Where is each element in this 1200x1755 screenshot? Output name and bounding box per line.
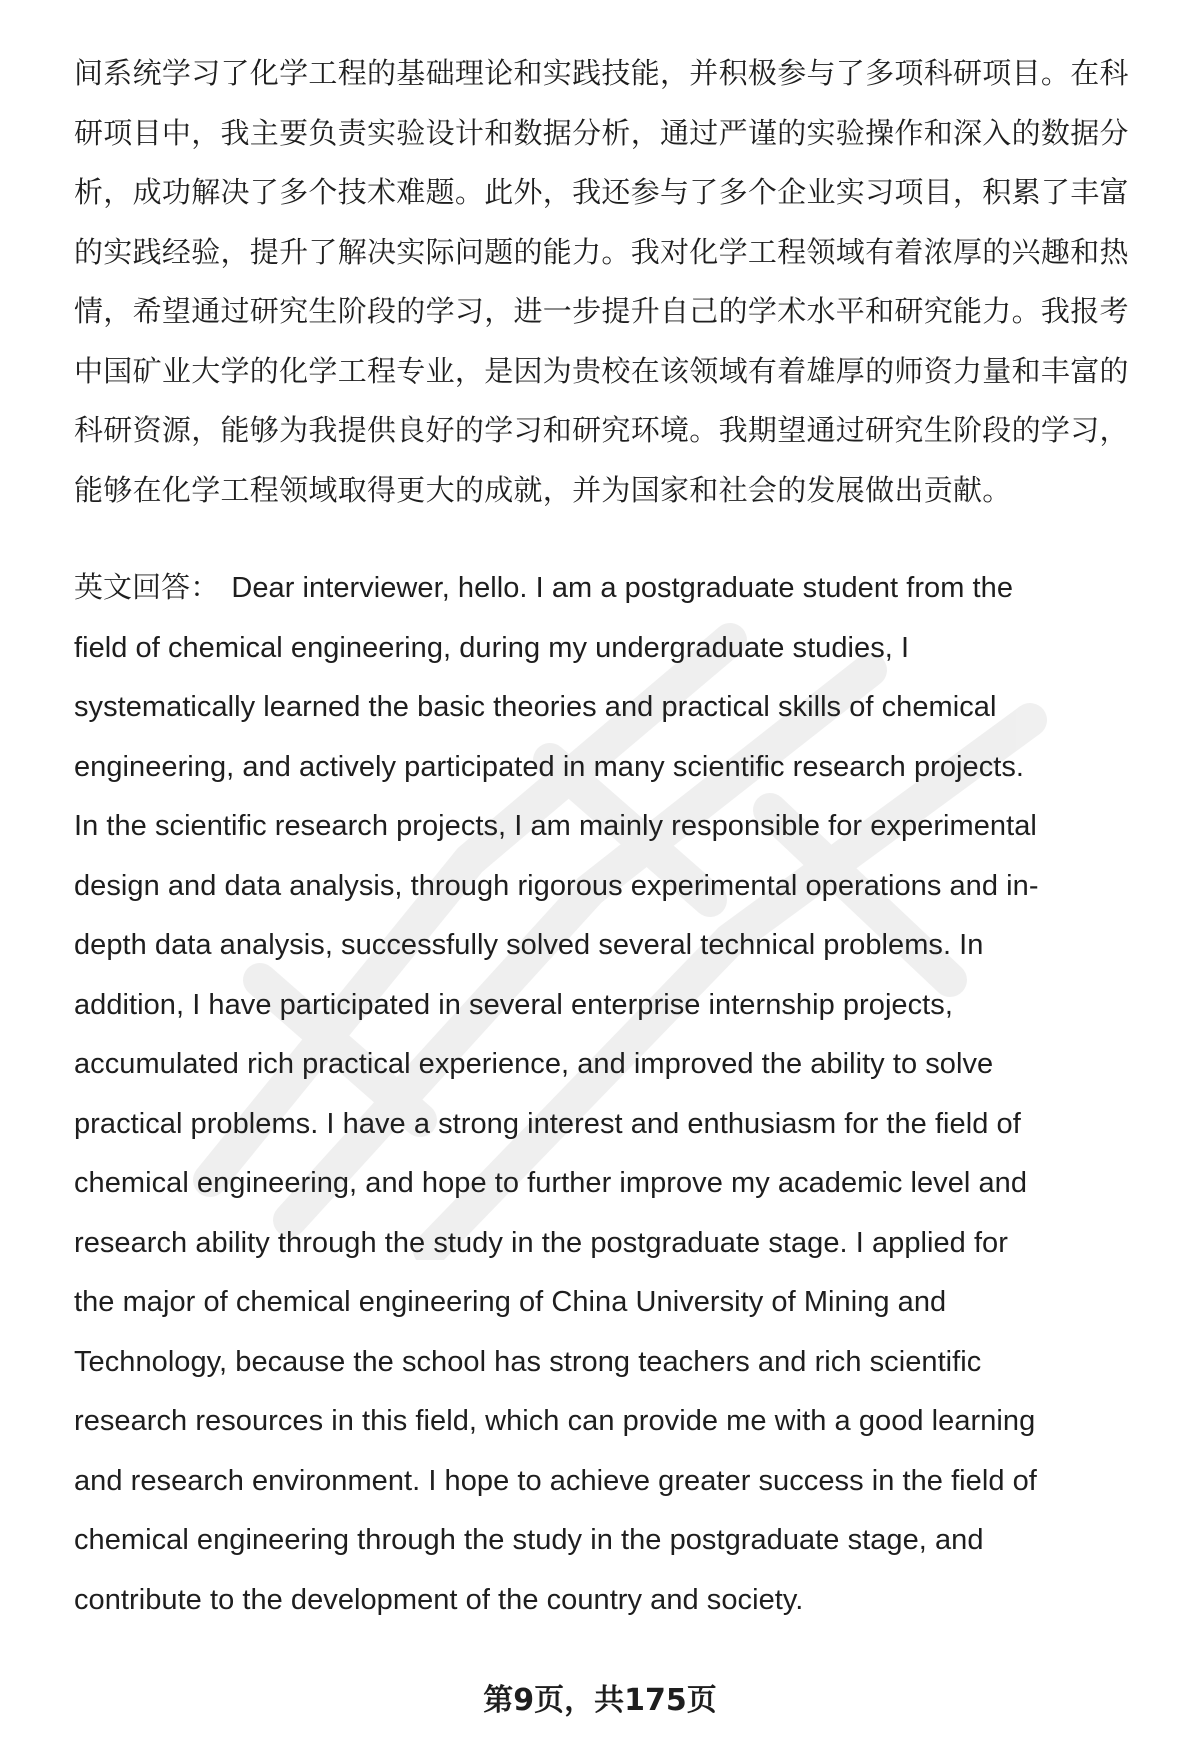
english-line: research resources in this field, which can provide me with a good learning xyxy=(74,1405,1036,1437)
english-line: the major of chemical engineering of China University of Mining and xyxy=(74,1286,947,1318)
english-line: In the scientific research projects, I am mainly responsible for experimental xyxy=(74,810,1037,842)
page-number: 第9页，共175页 xyxy=(483,1683,717,1718)
english-line xyxy=(74,558,1154,619)
english-line: Technology, because the school has strong teachers and rich scientific xyxy=(74,1345,982,1378)
english-line: accumulated rich practical experience, and improved the ability to solve xyxy=(74,1048,994,1080)
english-line: engineering, and actively participated in many scientific research projects. xyxy=(74,750,1025,783)
chinese-line: 的实践经验，提升了解决实际问题的能力。我对化学工程领域有着浓厚的兴趣和热 xyxy=(74,234,1129,269)
english-answer xyxy=(74,558,1154,1630)
english-line: depth data analysis, successfully solved several technical problems. In xyxy=(74,929,984,961)
chinese-line: 间系统学习了化学工程的基础理论和实践技能，并积极参与了多项科研项目。在科 xyxy=(74,56,1129,90)
english-line: research ability through the study in the postgraduate stage. I applied for xyxy=(74,1226,1008,1259)
chinese-line: 能够在化学工程领域取得更大的成就，并为国家和社会的发展做出贡献。 xyxy=(74,472,1012,507)
chinese-line: 中国矿业大学的化学工程专业，是因为贵校在该领域有着雄厚的师资力量和丰富的 xyxy=(74,353,1129,388)
chinese-line: 析，成功解决了多个技术难题。此外，我还参与了多个企业实习项目，积累了丰富 xyxy=(74,175,1129,209)
chinese-line: 情，希望通过研究生阶段的学习，进一步提升自己的学术水平和研究能力。我报考 xyxy=(74,294,1129,328)
chinese-paragraph xyxy=(74,44,1154,520)
english-line: chemical engineering, and hope to further improve my academic level and xyxy=(74,1167,1028,1199)
english-line: systematically learned the basic theories and practical skills of chemical xyxy=(74,691,997,723)
english-line: contribute to the development of the country and society. xyxy=(74,1583,804,1616)
english-line: chemical engineering through the study in the postgraduate stage, and xyxy=(74,1524,984,1556)
chinese-line: 研项目中，我主要负责实验设计和数据分析，通过严谨的实验操作和深入的数据分 xyxy=(74,115,1129,150)
english-line: practical problems. I have a strong interest and enthusiasm for the field of xyxy=(74,1107,1021,1140)
english-line-text: Dear interviewer, hello. I am a postgraduate student from the xyxy=(223,572,1014,604)
english-line: addition, I have participated in several enterprise internship projects, xyxy=(74,988,953,1021)
english-line: field of chemical engineering, during my undergraduate studies, I xyxy=(74,631,910,664)
english-line: design and data analysis, through rigorous experimental operations and in- xyxy=(74,869,1039,902)
answer-label: 英文回答： xyxy=(74,570,220,604)
chinese-line: 科研资源，能够为我提供良好的学习和研究环境。我期望通过研究生阶段的学习， xyxy=(74,413,1129,447)
english-line: and research environment. I hope to achieve greater success in the field of xyxy=(74,1464,1037,1497)
